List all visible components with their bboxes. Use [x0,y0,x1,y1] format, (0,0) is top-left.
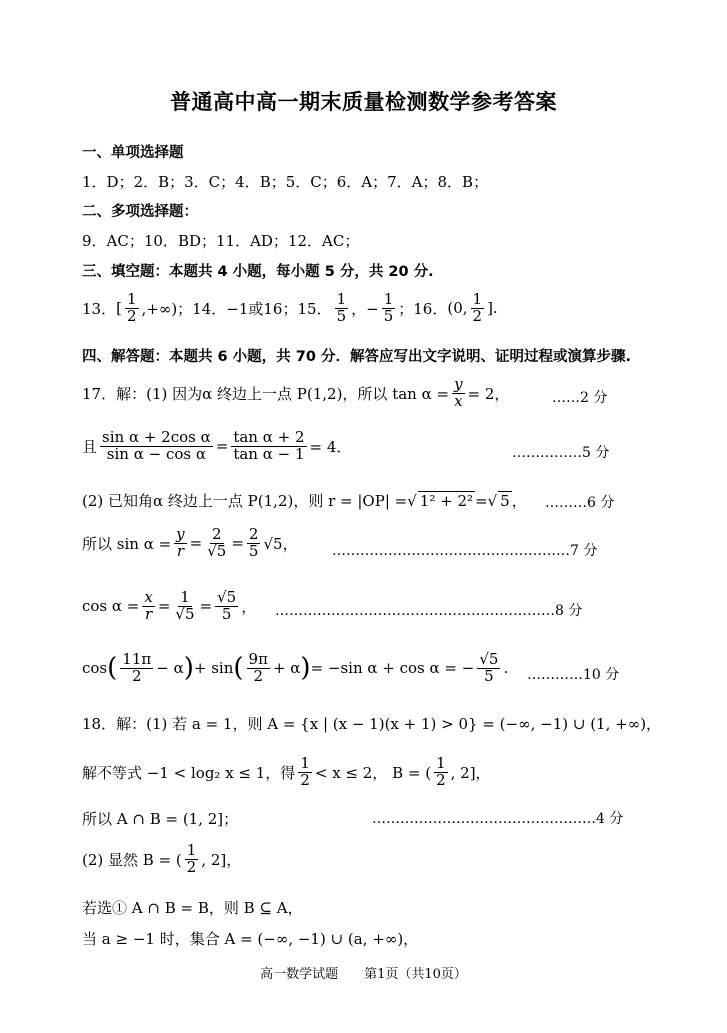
page-footer: 高一数学试题 第1页（共10页） [260,967,467,982]
q17-l6-cos: cos [82,659,108,678]
q15-num-a: 1 [336,290,347,308]
q17-l6-den1: 2 [132,666,142,685]
q17-l4-eq: = [189,534,203,553]
q17-l4-den1: r [176,541,184,560]
q15-prefix: ；15． [282,299,332,318]
q17-l6-plus-sin: + sin [193,659,234,678]
section-heading-single-choice: 一、单项选择题 [82,145,184,161]
q18-line-1: 18．解：(1) 若 a = 1，则 A = {x | (x − 1)(x + 1) > 0} = (−∞, −1) ∪ (1, +∞)， [82,715,662,733]
page-title: 普通高中高一期末质量检测数学参考答案 [170,90,557,114]
paren-open-icon: ( [107,653,118,684]
q17-l2-den1: sin α − cos α [106,444,206,463]
single-choice-answers: 1．D；2．B；3．C；4．B；5．C；6．A；7．A；8．B； [82,173,489,191]
q17-l4-fraction-1 [174,527,186,560]
q18-l4-end: , 2]， [201,850,242,869]
q17-l3-radicand-2: 5 [500,492,510,510]
q17-l5-pre: cos α = [82,597,140,616]
q17-l2-fraction-1 [100,430,213,463]
q16-open: (0, [447,299,468,318]
q13-den: 2 [126,306,137,325]
sqrt-icon: √ [487,491,498,510]
paren-open-icon: ( [233,653,244,684]
q17-l3-text: (2) 已知角α 终边上一点 P(1,2)，则 r = |OP| = [82,492,408,510]
q18-l4-num: 1 [186,841,197,859]
q17-l4-num2: 2 [212,525,222,543]
q17-l6-fraction-1 [120,652,153,685]
sqrt-icon: √ [407,491,417,510]
q13-prefix: 13． [82,299,117,318]
q17-l3-radicand: 1² + 2² [419,492,473,510]
q17-l3-end: ， [511,492,527,510]
paren-close-icon: ) [183,653,194,684]
q18-line-6: 当 a ≥ −1 时，集合 A = (−∞, −1) ∪ (a, +∞)， [82,930,419,948]
q17-l2-num2: tan α + 2 [233,428,305,446]
q17-l2-fraction-2 [231,430,306,463]
q17-line-4 [82,527,298,560]
q18-l2-fraction-1 [298,756,312,789]
q13-num: 1 [126,290,137,308]
q18-l4-fraction [185,843,199,876]
q17-l4-den2: √5 [207,541,227,560]
q17-l6-num3: √5 [479,650,499,668]
paren-close-icon: ) [300,653,311,684]
q18-l2-den2: 2 [436,770,446,789]
q16-fraction [471,292,485,325]
q17-l6-den2: 2 [253,666,263,685]
q17-l4-fraction-3 [247,527,261,560]
section-heading-solutions: 四、解答题：本题共 6 小题，共 70 分．解答应写出文字说明、证明过程或演算步骤. [82,349,631,365]
q18-l2-fraction-2 [434,756,448,789]
q17-l5-num1: x [144,588,153,606]
q15-num-b: 1 [383,290,394,308]
q17-l2-eq: = [215,437,229,456]
q16-den: 2 [472,306,483,325]
q17-l4-eq2: = [231,534,244,553]
q17-l5-fraction-1 [142,590,154,623]
q18-l2-num2: 1 [436,754,446,772]
q17-l2-pre: 且 [82,437,98,456]
q17-l4-end: √5， [263,534,298,553]
q17-l4-den3: 5 [248,541,259,560]
q18-l2-pre: 解不等式 −1 < log₂ x ≤ 1，得 [82,763,296,782]
q17-l1-num: y [454,375,463,393]
q17-l6-mid2: + α [272,659,301,678]
q17-l5-eq2: = [199,597,213,616]
q18-line-4 [82,843,241,876]
q17-l4-num3: 2 [248,525,259,543]
q16-close: ]. [487,299,498,318]
q17-l6-mid1: − α [156,659,184,678]
q17-l4-pre: 所以 sin α = [82,534,172,553]
q17-l5-den3: 5 [221,604,232,623]
q17-l4-fraction-2 [205,527,228,560]
q16-num: 1 [472,290,483,308]
q17-l1-den: x [454,391,463,410]
q17-l1-text: 17．解：(1) 因为α 终边上一点 P(1,2)，所以 tan α = [82,384,450,403]
q15-den-a: 5 [336,306,347,325]
q17-l6-num2: 9π [248,650,268,668]
q17-l5-eq: = [157,597,171,616]
q17-l5-den1: r [145,604,153,623]
q17-l2-end: = 4． [309,437,352,456]
q17-l2-den2: tan α − 1 [233,444,305,463]
q17-l6-eq: = −sin α + cos α = − [310,659,475,678]
q17-score-2: ……2 分 [552,390,608,406]
q17-l5-num2: 1 [180,588,190,606]
q17-l6-fraction-3 [477,652,500,685]
q17-score-10: …………10 分 [527,667,620,683]
q15-fraction-b [382,292,396,325]
fill-blank-answers [82,292,498,325]
q18-l2-mid: < x ≤ 2， B = ( [314,763,432,782]
q17-l6-num1: 11π [122,650,152,668]
q17-line-1 [82,377,509,410]
q18-l2-end: , 2]， [450,763,491,782]
q17-l2-num1: sin α + 2cos α [102,428,211,446]
q17-l5-fraction-3 [215,590,238,623]
section-heading-fill-blank: 三、填空题：本题共 4 小题，每小题 5 分，共 20 分. [82,264,434,280]
q17-line-6 [82,652,508,685]
q15-mid: ，− [351,299,379,318]
q17-line-5 [82,590,256,623]
q18-l4-pre: (2) 显然 B = ( [82,850,182,869]
q16-prefix: ；16． [398,299,448,318]
q13-open-bracket: [ [116,299,122,318]
q15-fraction-a [335,292,349,325]
q17-l5-den2: √5 [175,604,195,623]
q17-line-3 [82,490,527,511]
q17-l6-end: . [503,659,509,678]
q15-den-b: 5 [383,306,394,325]
q17-score-8: ……………………………………………………8 分 [275,603,583,619]
q18-line-5: 若选① A ∩ B = B，则 B ⊆ A， [82,899,303,917]
q17-line-2 [82,430,351,463]
q13-tail: ,+∞)；14． [141,299,227,318]
q17-score-6: ………6 分 [545,495,615,511]
q17-l5-end: ， [241,597,257,616]
section-heading-multiple-choice: 二、多项选择题： [82,204,198,220]
q17-l1-end: = 2， [467,384,510,403]
q18-l2-num: 1 [300,754,310,772]
q17-l6-fraction-2 [247,652,270,685]
q17-score-7: ……………………………………………7 分 [332,543,598,559]
q18-l2-den: 2 [300,770,310,789]
q18-score-4: …………………………………………4 分 [372,811,624,827]
q17-l5-num3: √5 [217,588,237,606]
q18-l4-den: 2 [186,857,197,876]
q18-line-2 [82,756,491,789]
q17-score-5: ……………5 分 [512,445,610,461]
q17-l5-fraction-2 [173,590,196,623]
q18-line-3: 所以 A ∩ B = (1, 2]； [82,810,239,828]
q17-l1-fraction [452,377,464,410]
q13-fraction [125,292,139,325]
q17-l3-eq: = [475,491,488,510]
q17-l4-num1: y [176,525,185,543]
q17-l6-den3: 5 [484,666,494,685]
q14-answer: −1或16 [226,299,283,318]
multiple-choice-answers: 9．AC；10．BD；11．AD；12．AC； [82,232,360,250]
